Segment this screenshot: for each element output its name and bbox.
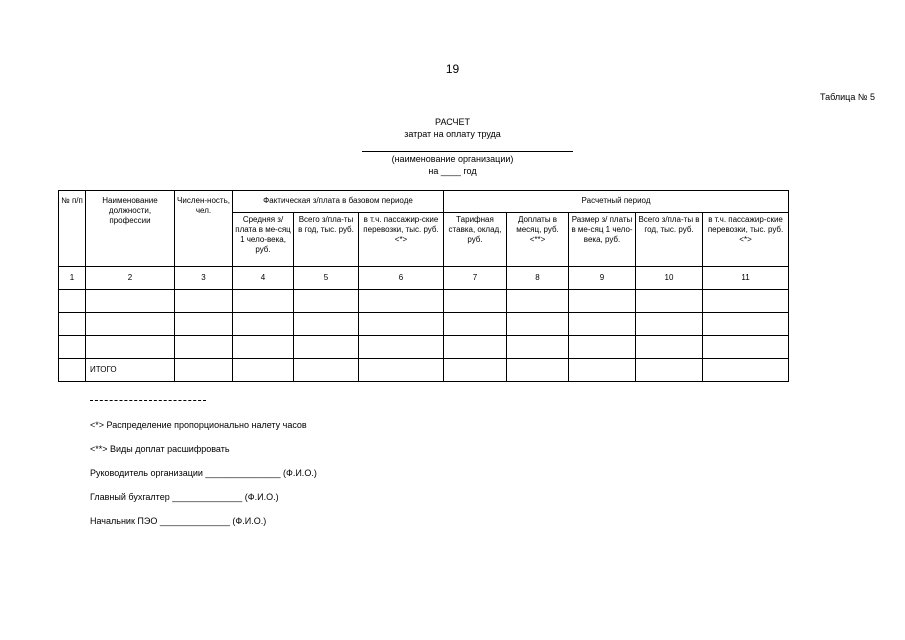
empty-cell[interactable] [294, 313, 359, 336]
labor-cost-table [58, 190, 789, 382]
empty-cell[interactable] [294, 290, 359, 313]
total-label: ИТОГО [86, 359, 175, 382]
empty-cell[interactable] [507, 313, 569, 336]
year-line: на ____ год [428, 166, 477, 176]
empty-cell[interactable] [175, 359, 233, 382]
form-title: РАСЧЕТ [435, 117, 470, 127]
empty-cell[interactable] [59, 336, 86, 359]
empty-cell[interactable] [444, 336, 507, 359]
empty-cell[interactable] [59, 313, 86, 336]
empty-cell[interactable] [86, 313, 175, 336]
empty-cell[interactable] [569, 290, 636, 313]
column-number: 5 [294, 267, 359, 290]
column-number: 3 [175, 267, 233, 290]
empty-cell[interactable] [444, 359, 507, 382]
header-total-salary-year-calc: Всего з/пла-ты в год, тыс. руб. [636, 213, 703, 267]
column-number: 10 [636, 267, 703, 290]
empty-cell[interactable] [636, 359, 703, 382]
table-label: Таблица № 5 [820, 92, 875, 102]
header-total-salary-year: Всего з/пла-ты в год, тыс. руб. [294, 213, 359, 267]
signature-head: Руководитель организации _______________ (Ф.И.О.) [90, 468, 317, 478]
empty-cell[interactable] [359, 313, 444, 336]
empty-cell[interactable] [703, 313, 789, 336]
empty-cell[interactable] [175, 336, 233, 359]
empty-cell[interactable] [703, 336, 789, 359]
empty-cell[interactable] [359, 336, 444, 359]
empty-cell[interactable] [444, 290, 507, 313]
empty-cell[interactable] [59, 290, 86, 313]
footnote-2: <**> Виды доплат расшифровать [90, 444, 230, 454]
empty-cell[interactable] [444, 313, 507, 336]
page-number: 19 [445, 62, 460, 76]
header-tariff-rate: Тарифная ставка, оклад, руб. [444, 213, 507, 267]
footnote-separator [90, 400, 206, 401]
empty-cell[interactable] [569, 336, 636, 359]
signature-accountant: Главный бухгалтер ______________ (Ф.И.О.) [90, 492, 279, 502]
empty-cell[interactable] [233, 313, 294, 336]
empty-cell[interactable] [507, 359, 569, 382]
empty-cell[interactable] [636, 336, 703, 359]
column-number: 6 [359, 267, 444, 290]
signature-peo: Начальник ПЭО ______________ (Ф.И.О.) [90, 516, 267, 526]
empty-cell[interactable] [636, 313, 703, 336]
column-number: 9 [569, 267, 636, 290]
total-row [59, 359, 789, 382]
header-passenger-share-calc: в т.ч. пассажир-ские перевозки, тыс. руб. <*> [703, 213, 789, 267]
column-number: 7 [444, 267, 507, 290]
empty-cell[interactable] [703, 359, 789, 382]
header-monthly-bonus: Доплаты в месяц, руб. <**> [507, 213, 569, 267]
empty-cell[interactable] [636, 290, 703, 313]
empty-cell[interactable] [233, 336, 294, 359]
table-row [59, 290, 789, 313]
empty-cell[interactable] [507, 336, 569, 359]
column-number: 1 [59, 267, 86, 290]
empty-cell[interactable] [359, 290, 444, 313]
empty-cell[interactable] [569, 313, 636, 336]
empty-cell[interactable] [294, 359, 359, 382]
empty-cell[interactable] [569, 359, 636, 382]
empty-cell[interactable] [86, 290, 175, 313]
header-position-name: Наименование должности, профессии [86, 191, 175, 267]
header-group-calculated: Расчетный период [444, 191, 789, 213]
empty-cell[interactable] [507, 290, 569, 313]
column-number: 2 [86, 267, 175, 290]
column-number: 8 [507, 267, 569, 290]
empty-cell[interactable] [86, 336, 175, 359]
header-avg-monthly-salary: Средняя з/ плата в ме-сяц 1 чело-века, руб. [233, 213, 294, 267]
organization-caption: (наименование организации) [391, 154, 514, 164]
header-passenger-share: в т.ч. пассажир-ские перевозки, тыс. руб. <*> [359, 213, 444, 267]
form-subtitle: затрат на оплату труда [404, 129, 501, 139]
header-headcount: Числен-ность, чел. [175, 191, 233, 267]
table-row [59, 336, 789, 359]
header-row-number: № п/п [59, 191, 86, 267]
column-number: 11 [703, 267, 789, 290]
empty-cell[interactable] [703, 290, 789, 313]
footnote-1: <*> Распределение пропорционально налету часов [90, 420, 307, 430]
header-monthly-salary: Размер з/ платы в ме-сяц 1 чело-века, руб. [569, 213, 636, 267]
empty-cell[interactable] [294, 336, 359, 359]
table-row [59, 313, 789, 336]
empty-cell[interactable] [359, 359, 444, 382]
organization-name-line [362, 151, 573, 152]
empty-cell[interactable] [59, 359, 86, 382]
header-group-actual: Фактическая з/плата в базовом периоде [233, 191, 444, 213]
column-number: 4 [233, 267, 294, 290]
empty-cell[interactable] [175, 313, 233, 336]
empty-cell[interactable] [233, 290, 294, 313]
empty-cell[interactable] [233, 359, 294, 382]
empty-cell[interactable] [175, 290, 233, 313]
